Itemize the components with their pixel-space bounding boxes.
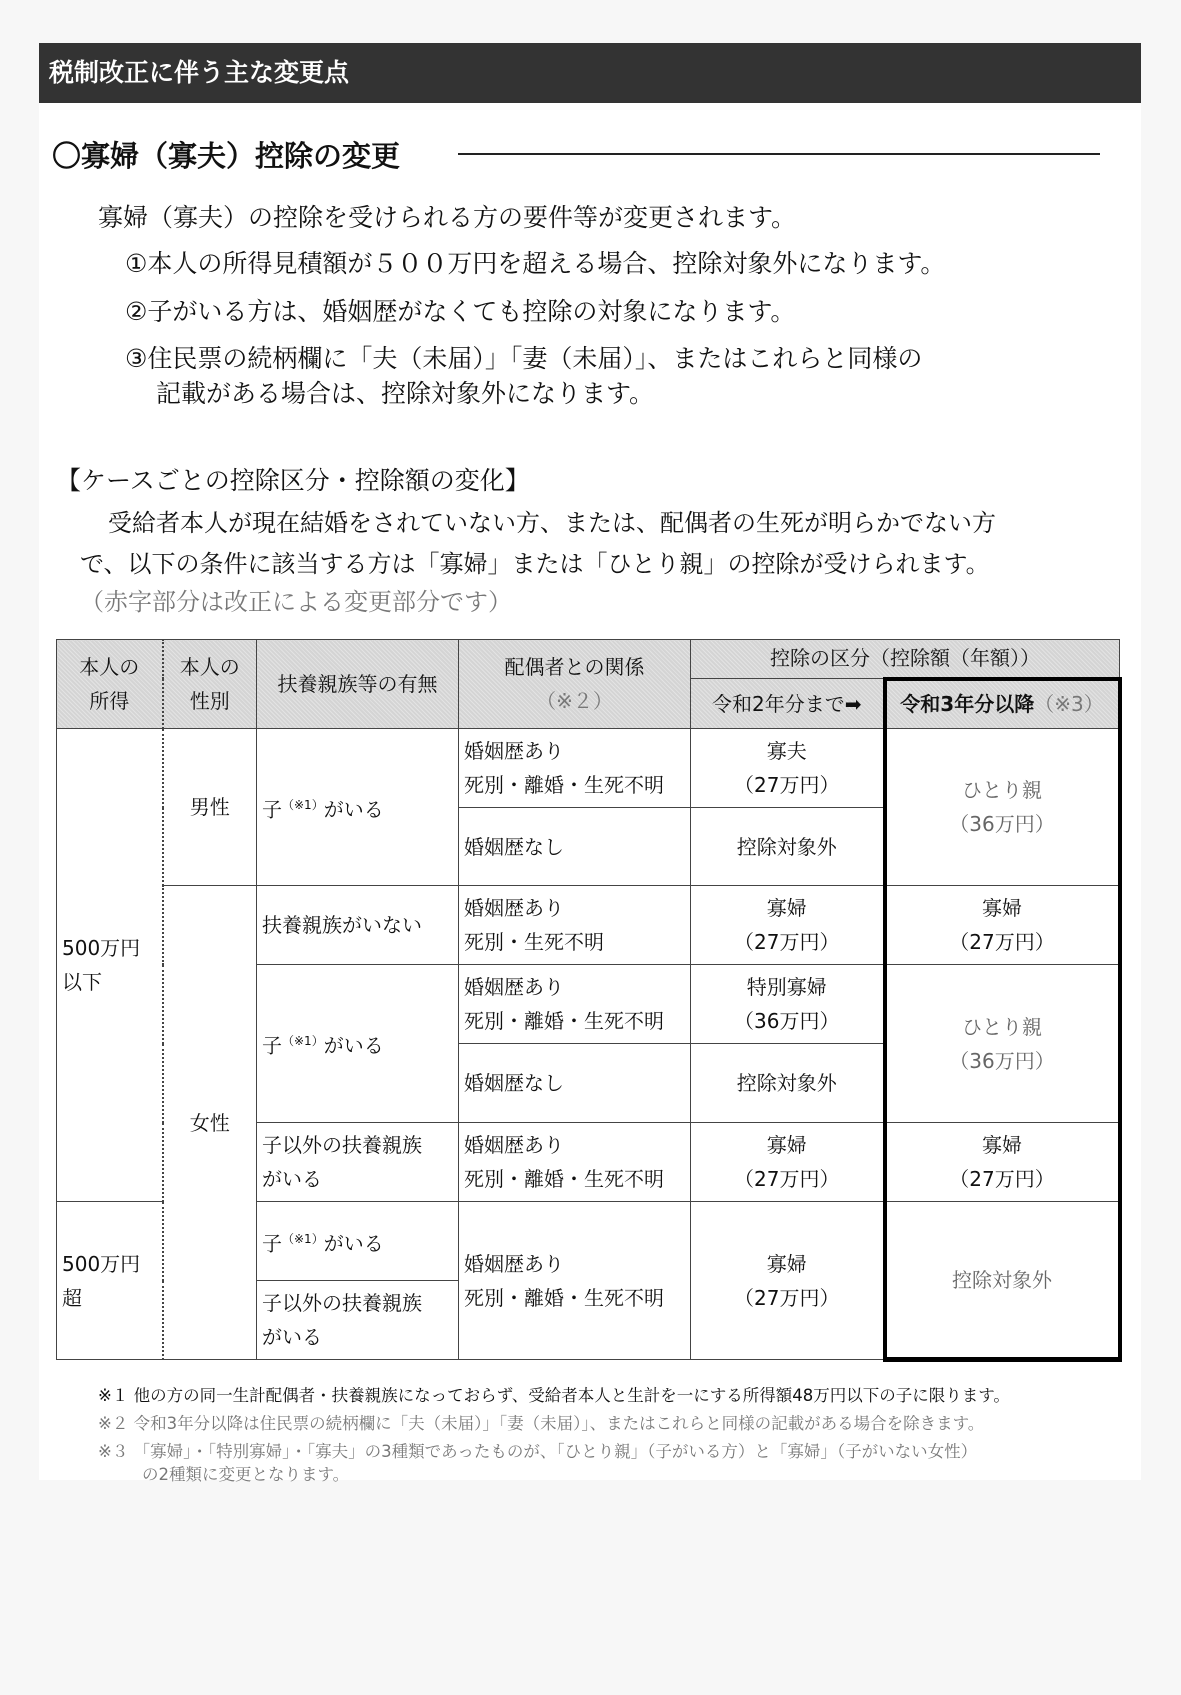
- old-value: 特別寡婦 （36万円）: [691, 965, 885, 1044]
- footnote-3-cont: の2種類に変更となります。: [142, 1465, 350, 1484]
- relation-never-married: 婚姻歴なし: [459, 808, 691, 886]
- section-title: 〇寡婦（寡夫）控除の変更: [52, 139, 401, 173]
- old-value: 控除対象外: [691, 1044, 885, 1123]
- new-value: ひとり親 （36万円）: [885, 965, 1120, 1123]
- footnote-1: ※１ 他の方の同一生計配偶者・扶養親族になっておらず、受給者本人と生計を一にする所得額48万円以下の子に限ります。: [98, 1386, 1010, 1405]
- point-3-cont: 記載がある場合は、控除対象外になります。: [156, 379, 655, 408]
- header-dependents: 扶養親族等の有無: [257, 640, 459, 729]
- old-value: 寡婦 （27万円）: [691, 886, 885, 965]
- header-old: 令和2年分まで➡: [691, 679, 885, 729]
- relation-married: 婚姻歴あり 死別・離婚・生死不明: [459, 1202, 691, 1360]
- income-over-500: 500万円 超: [57, 1202, 163, 1360]
- header-gender: 本人の 性別: [163, 640, 257, 729]
- dep-child: 子$^{(※1)}$がいる: [257, 1202, 459, 1281]
- header-relation: 配偶者との関係 （※２）: [459, 640, 691, 729]
- old-value: 寡婦 （27万円）: [691, 1123, 885, 1202]
- header-new: 令和3年分以降（※3）: [885, 679, 1120, 729]
- header-income: 本人の 所得: [57, 640, 163, 729]
- dep-none: 扶養親族がいない: [257, 886, 459, 965]
- point-3: ③住民票の続柄欄に「夫（未届）」「妻（未届）」、またはこれらと同様の: [125, 344, 923, 373]
- cases-note: （赤字部分は改正による変更部分です）: [80, 588, 512, 616]
- dep-child: 子$^{(※1)}$がいる: [257, 729, 459, 886]
- old-value: 控除対象外: [691, 808, 885, 886]
- header-deduction: 控除の区分（控除額（年額））: [691, 640, 1120, 679]
- new-value: 寡婦 （27万円）: [885, 886, 1120, 965]
- cases-line-2: で、以下の条件に該当する方は「寡婦」または「ひとり親」の控除が受けられます。: [80, 550, 990, 578]
- dep-other: 子以外の扶養親族 がいる: [257, 1281, 459, 1360]
- dep-child: 子$^{(※1)}$がいる: [257, 965, 459, 1123]
- relation-never-married: 婚姻歴なし: [459, 1044, 691, 1123]
- relation-married: 婚姻歴あり 死別・離婚・生死不明: [459, 729, 691, 808]
- gender-male: 男性: [163, 729, 257, 886]
- old-value: 寡夫 （27万円）: [691, 729, 885, 808]
- intro-text: 寡婦（寡夫）の控除を受けられる方の要件等が変更されます。: [98, 203, 797, 232]
- point-2: ②子がいる方は、婚姻歴がなくても控除の対象になります。: [125, 297, 796, 326]
- footnote-3: ※３ 「寡婦」・「特別寡婦」・「寡夫」の3種類であったものが、「ひとり親」（子がいる方）と「寡婦」（子がいない女性）: [98, 1442, 978, 1461]
- footnote-2: ※２ 令和3年分以降は住民票の続柄欄に「夫（未届）」「妻（未届）」、またはこれらと同様の記載がある場合を除きます。: [98, 1414, 985, 1433]
- new-value: 寡婦 （27万円）: [885, 1123, 1120, 1202]
- relation-married: 婚姻歴あり 死別・生死不明: [459, 886, 691, 965]
- income-under-500: 500万円 以下: [57, 729, 163, 1202]
- old-value: 寡婦 （27万円）: [691, 1202, 885, 1360]
- deduction-table: [56, 639, 1122, 1362]
- dep-other: 子以外の扶養親族 がいる: [257, 1123, 459, 1202]
- cases-line-1: 受給者本人が現在結婚をされていない方、または、配偶者の生死が明らかでない方: [108, 509, 996, 537]
- arrow-right-icon: ➡: [844, 691, 862, 716]
- cases-title: 【ケースごとの控除区分・控除額の変化】: [56, 466, 530, 495]
- title-rule: [458, 153, 1100, 155]
- gender-female: 女性: [163, 886, 257, 1360]
- new-value: 控除対象外: [885, 1202, 1120, 1360]
- new-value: ひとり親 （36万円）: [885, 729, 1120, 886]
- page-header: 税制改正に伴う主な変更点: [39, 43, 1141, 103]
- relation-married: 婚姻歴あり 死別・離婚・生死不明: [459, 1123, 691, 1202]
- relation-married: 婚姻歴あり 死別・離婚・生死不明: [459, 965, 691, 1044]
- point-1: ①本人の所得見積額が５００万円を超える場合、控除対象外になります。: [125, 249, 946, 278]
